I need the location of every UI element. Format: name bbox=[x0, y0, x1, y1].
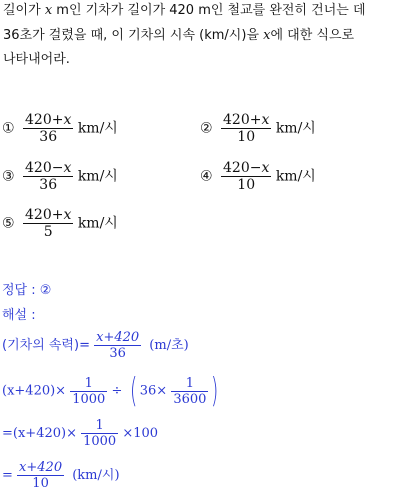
step1-fraction bbox=[94, 330, 141, 361]
question-text: m인 기차가 길이가 420 m인 철교를 완전히 건너는 데 bbox=[52, 3, 366, 18]
solution-step-2 bbox=[2, 371, 222, 411]
variable-x: x bbox=[44, 3, 53, 18]
option-unit: km/시 bbox=[77, 215, 118, 232]
numerator: x+420 bbox=[19, 460, 63, 475]
option-2[interactable] bbox=[200, 112, 316, 145]
option-unit: km/시 bbox=[275, 168, 316, 185]
step2-fraction-2 bbox=[171, 376, 208, 407]
step2-fraction-1 bbox=[70, 376, 107, 407]
expression-text: ×100 bbox=[122, 426, 159, 441]
question-line-3 bbox=[3, 51, 70, 69]
numerator: 420− bbox=[25, 160, 64, 176]
expression-text: (x+420)× bbox=[2, 383, 67, 399]
numerator: 1 bbox=[95, 418, 104, 433]
answer-line bbox=[2, 279, 51, 298]
question-text: 길이가 bbox=[3, 3, 45, 18]
denominator: 5 bbox=[43, 224, 53, 240]
solution-step-3 bbox=[2, 418, 158, 449]
question-text: 에 대한 식으로 bbox=[270, 28, 355, 43]
unit-text: (km/시) bbox=[72, 468, 120, 483]
option-fraction bbox=[23, 207, 73, 240]
denominator: 1000 bbox=[72, 391, 106, 407]
option-5[interactable] bbox=[2, 207, 118, 240]
explanation-text: 해설 : bbox=[2, 308, 36, 323]
numerator: 420+ bbox=[25, 112, 64, 128]
variable-x: x bbox=[63, 112, 72, 128]
answer-text: 정답 : ② bbox=[2, 283, 52, 298]
option-marker: ⑤ bbox=[2, 215, 15, 232]
denominator: 36 bbox=[39, 177, 58, 193]
right-paren-icon: ) bbox=[211, 371, 219, 411]
question-line-2 bbox=[3, 27, 354, 45]
variable-x: x bbox=[261, 112, 270, 128]
left-paren-icon: ( bbox=[129, 371, 137, 411]
denominator: 10 bbox=[237, 129, 256, 145]
explanation-label bbox=[2, 304, 36, 323]
denominator: 36 bbox=[39, 129, 58, 145]
numerator: 420+ bbox=[25, 207, 64, 223]
denominator: 36 bbox=[109, 346, 126, 361]
denominator: 3600 bbox=[173, 391, 207, 407]
option-marker: ④ bbox=[200, 168, 213, 185]
numerator: 420+ bbox=[223, 112, 262, 128]
divide-sign: ÷ bbox=[111, 383, 123, 399]
option-1[interactable] bbox=[2, 112, 118, 145]
denominator: 10 bbox=[237, 177, 256, 193]
numerator: x+420 bbox=[96, 330, 140, 345]
expression-text: 36× bbox=[139, 383, 168, 399]
numerator: 1 bbox=[185, 375, 195, 391]
option-3[interactable] bbox=[2, 160, 118, 193]
denominator: 1000 bbox=[83, 434, 117, 449]
variable-x: x bbox=[263, 28, 271, 43]
option-fraction bbox=[221, 112, 271, 145]
variable-x: x bbox=[261, 160, 270, 176]
solution-step-1 bbox=[2, 330, 189, 361]
unit-text: (m/초) bbox=[149, 338, 189, 353]
option-unit: km/시 bbox=[77, 120, 118, 137]
option-fraction bbox=[221, 160, 271, 193]
expression-text: =(x+420)× bbox=[2, 426, 77, 441]
option-unit: km/시 bbox=[77, 168, 118, 185]
equals-sign: = bbox=[2, 468, 13, 483]
question-text: 36초가 걸렸을 때, 이 기차의 시속 (km/시)을 bbox=[3, 28, 264, 43]
option-fraction bbox=[23, 160, 73, 193]
option-marker: ② bbox=[200, 120, 213, 137]
option-fraction bbox=[23, 112, 73, 145]
variable-x: x bbox=[63, 207, 72, 223]
solution-step-4 bbox=[2, 460, 120, 491]
option-marker: ③ bbox=[2, 168, 15, 185]
numerator: 420− bbox=[223, 160, 262, 176]
option-marker: ① bbox=[2, 120, 15, 137]
question-text: 나타내어라. bbox=[3, 52, 70, 67]
denominator: 10 bbox=[32, 476, 49, 491]
variable-x: x bbox=[63, 160, 72, 176]
question-line-1 bbox=[3, 2, 366, 20]
numerator: 1 bbox=[84, 375, 93, 391]
option-unit: km/시 bbox=[275, 120, 316, 137]
speed-label: (기차의 속력)= bbox=[2, 338, 90, 353]
step4-fraction bbox=[17, 460, 64, 491]
option-4[interactable] bbox=[200, 160, 316, 193]
step3-fraction bbox=[81, 418, 118, 449]
